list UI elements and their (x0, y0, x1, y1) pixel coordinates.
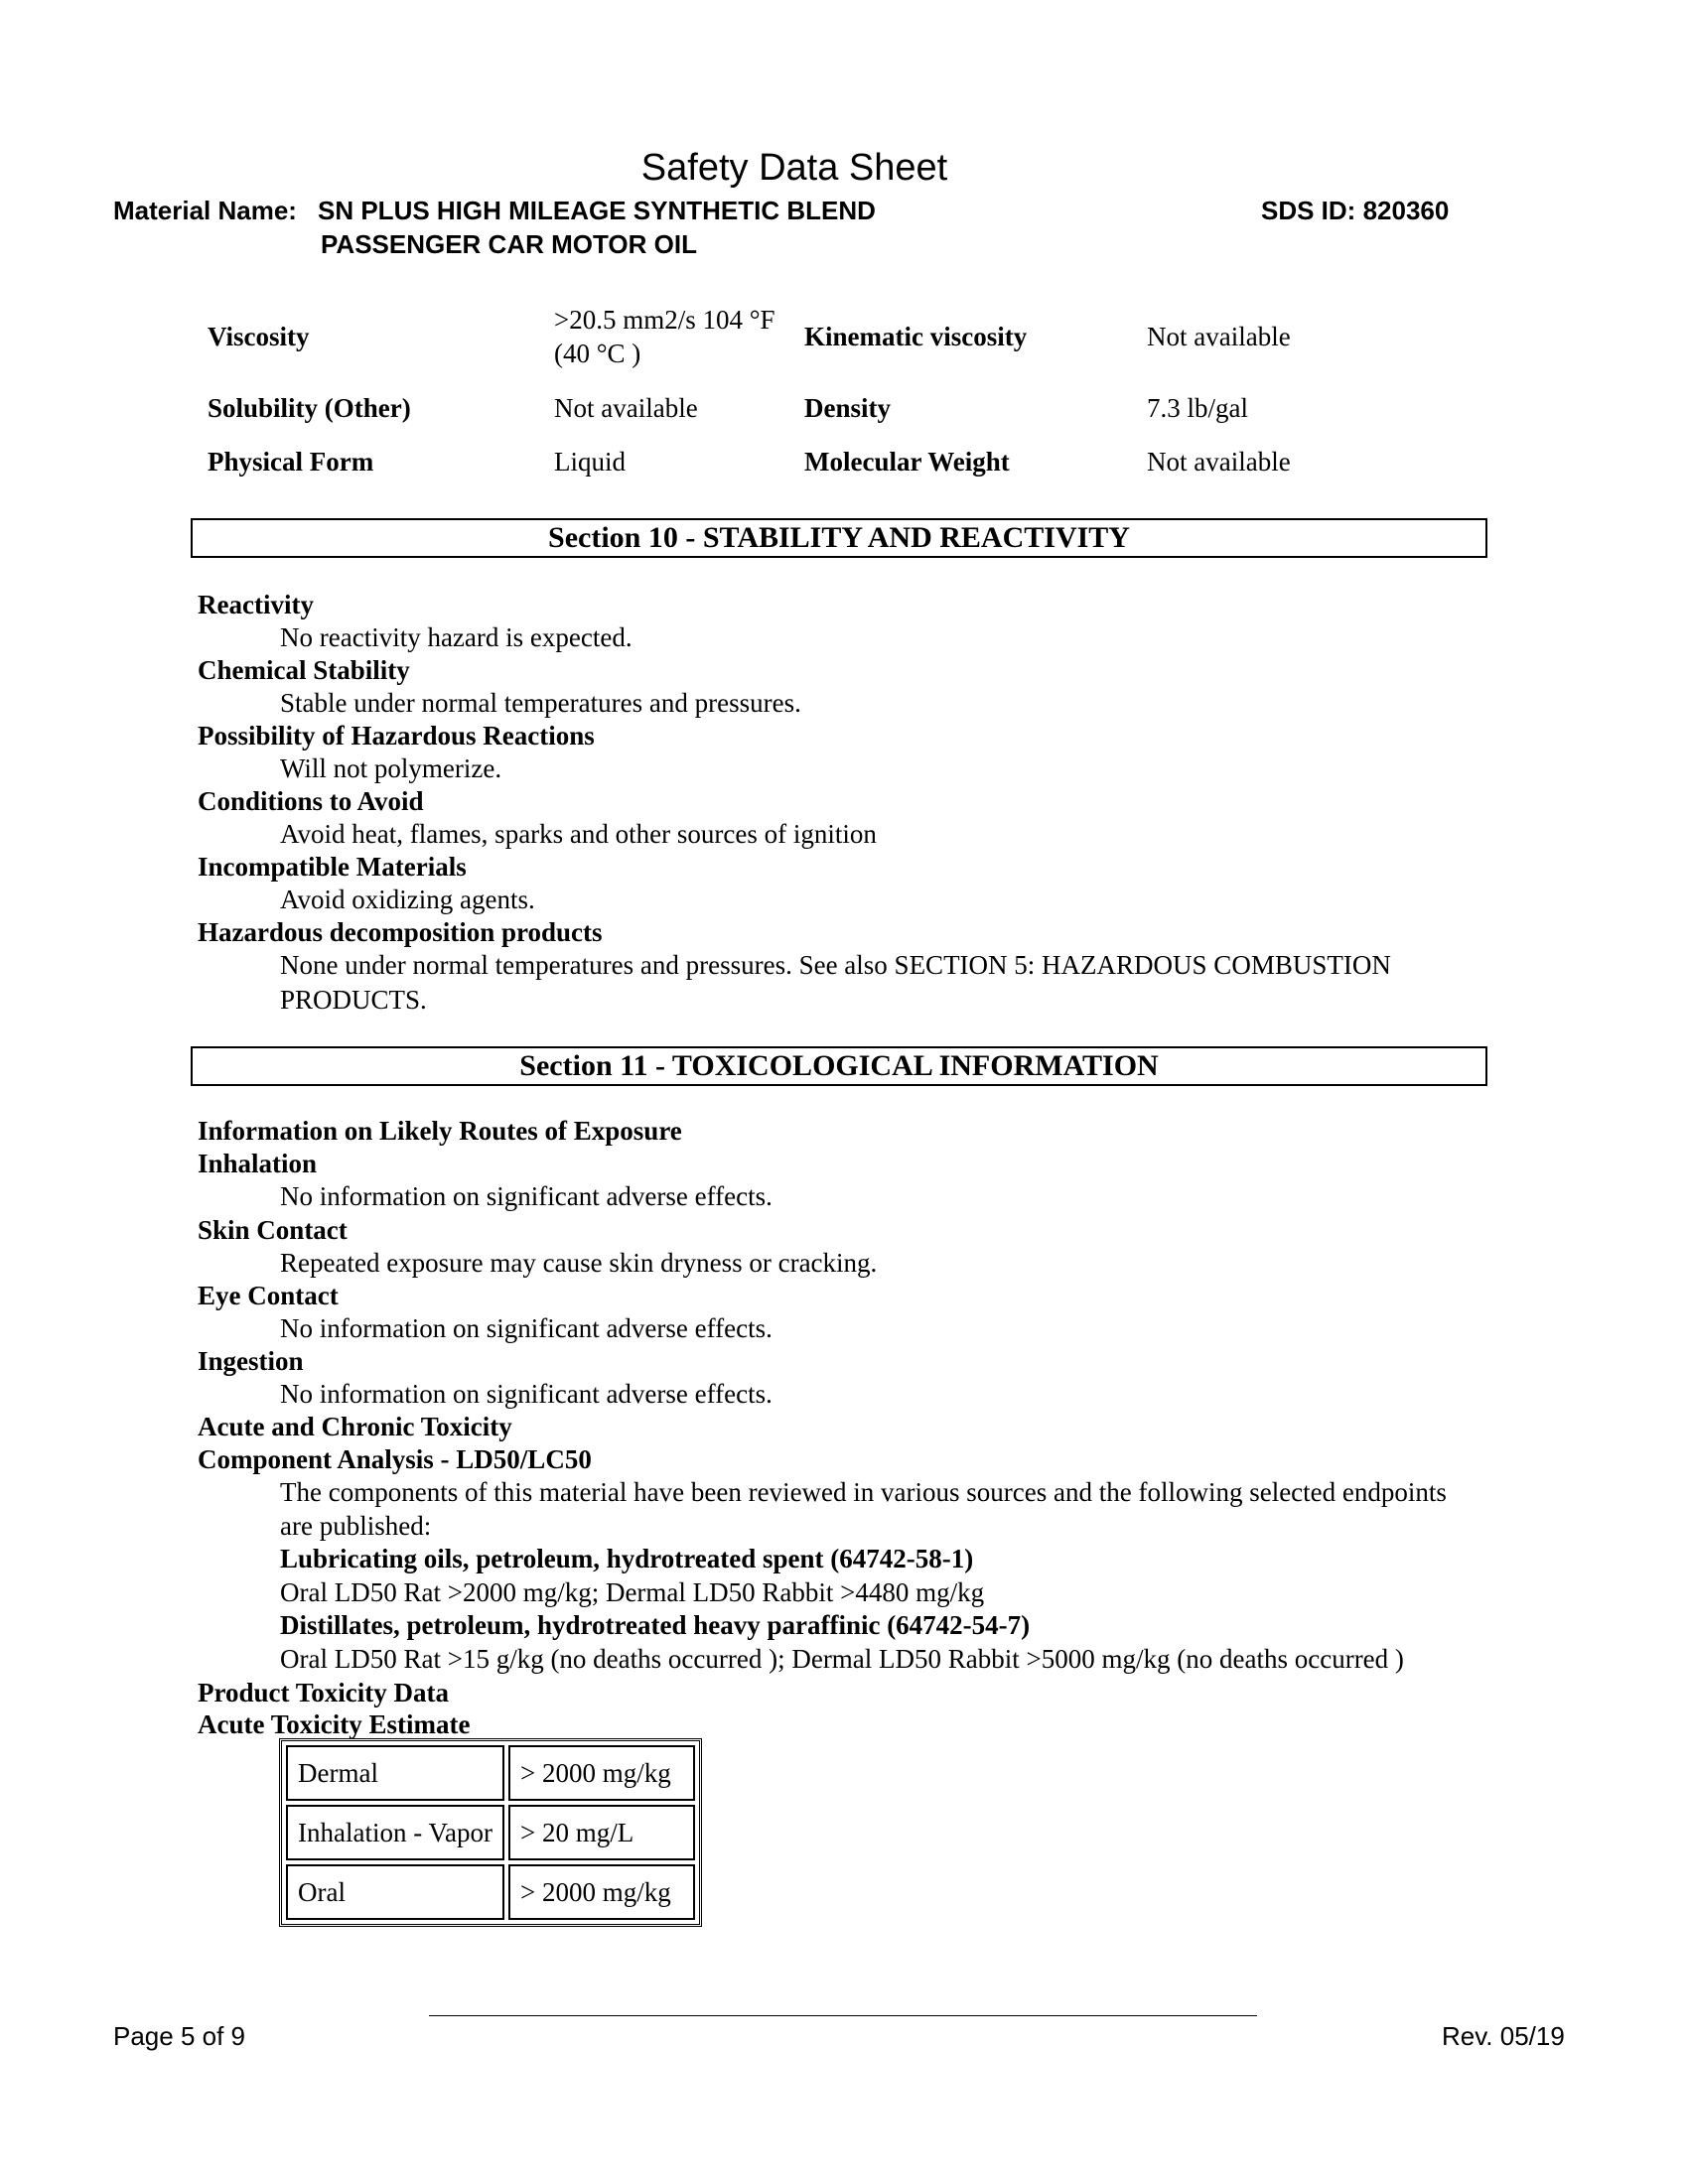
physical-form-value: Liquid (554, 447, 626, 477)
table-row (286, 1805, 695, 1860)
material-name-line2: PASSENGER CAR MOTOR OIL (321, 229, 697, 259)
molecular-weight-label: Molecular Weight (804, 447, 1010, 477)
kinematic-viscosity-label: Kinematic viscosity (804, 322, 1028, 351)
chemical-stability-heading: Chemical Stability (198, 655, 410, 685)
sds-id: SDS ID: 820360 (1261, 196, 1450, 225)
table-row (286, 1745, 695, 1801)
component-2-data: Oral LD50 Rat >15 g/kg (no deaths occurred ); Dermal LD50 Rabbit >5000 mg/kg (no deaths occurred ) (280, 1644, 1404, 1674)
table-row (286, 1864, 695, 1920)
section-10-title: Section 10 - STABILITY AND REACTIVITY (191, 518, 1487, 558)
hazardous-reactions-text: Will not polymerize. (280, 753, 502, 783)
solubility-value: Not available (554, 393, 698, 423)
incompatible-materials-heading: Incompatible Materials (198, 852, 467, 882)
route-cell: Inhalation - Vapor (286, 1805, 504, 1860)
component-intro-line1: The components of this material have been reviewed in various sources and the following selected endpoints (280, 1477, 1447, 1507)
route-cell: Oral (286, 1864, 504, 1920)
reactivity-text: No reactivity hazard is expected. (280, 622, 633, 652)
revision-date: Rev. 05/19 (1442, 2021, 1565, 2051)
acute-toxicity-table (279, 1738, 702, 1927)
viscosity-value-line2: (40 °C ) (554, 339, 641, 368)
viscosity-label: Viscosity (208, 322, 310, 351)
skin-contact-heading: Skin Contact (198, 1215, 348, 1245)
hazardous-reactions-heading: Possibility of Hazardous Reactions (198, 721, 595, 751)
component-analysis-heading: Component Analysis - LD50/LC50 (198, 1444, 592, 1474)
chemical-stability-text: Stable under normal temperatures and pressures. (280, 688, 801, 718)
product-toxicity-heading: Product Toxicity Data (198, 1678, 450, 1707)
ingestion-heading: Ingestion (198, 1346, 304, 1376)
ingestion-text: No information on significant adverse effects. (280, 1379, 773, 1409)
viscosity-value-line1: >20.5 mm2/s 104 °F (554, 305, 775, 335)
acute-chronic-toxicity-heading: Acute and Chronic Toxicity (198, 1412, 512, 1441)
conditions-to-avoid-text: Avoid heat, flames, sparks and other sources of ignition (280, 819, 877, 849)
skin-contact-text: Repeated exposure may cause skin dryness or cracking. (280, 1248, 878, 1278)
material-name-line1: SN PLUS HIGH MILEAGE SYNTHETIC BLEND (318, 196, 876, 225)
density-label: Density (804, 393, 891, 423)
physical-form-label: Physical Form (208, 447, 374, 477)
eye-contact-heading: Eye Contact (198, 1281, 339, 1310)
footer-divider (429, 2015, 1257, 2016)
value-cell: > 20 mg/L (508, 1805, 695, 1860)
component-1-data: Oral LD50 Rat >2000 mg/kg; Dermal LD50 Rabbit >4480 mg/kg (280, 1577, 985, 1607)
inhalation-heading: Inhalation (198, 1149, 318, 1178)
page-number: Page 5 of 9 (113, 2021, 245, 2051)
component-1-name: Lubricating oils, petroleum, hydrotreated spent (64742-58-1) (280, 1544, 974, 1573)
density-value: 7.3 lb/gal (1147, 393, 1248, 423)
routes-of-exposure-heading: Information on Likely Routes of Exposure (198, 1116, 682, 1146)
incompatible-materials-text: Avoid oxidizing agents. (280, 885, 535, 914)
value-cell: > 2000 mg/kg (508, 1864, 695, 1920)
component-intro-line2: are published: (280, 1511, 432, 1541)
route-cell: Dermal (286, 1745, 504, 1801)
molecular-weight-value: Not available (1147, 447, 1291, 477)
document-title: Safety Data Sheet (640, 147, 948, 189)
section-11-title: Section 11 - TOXICOLOGICAL INFORMATION (191, 1046, 1487, 1086)
reactivity-heading: Reactivity (198, 590, 314, 619)
kinematic-viscosity-value: Not available (1147, 322, 1291, 351)
decomposition-products-text-line2: PRODUCTS. (280, 985, 427, 1015)
component-2-name: Distillates, petroleum, hydrotreated heavy paraffinic (64742-54-7) (280, 1610, 1031, 1640)
material-name-label: Material Name: (113, 196, 297, 225)
conditions-to-avoid-heading: Conditions to Avoid (198, 786, 424, 816)
decomposition-products-heading: Hazardous decomposition products (198, 917, 603, 947)
solubility-label: Solubility (Other) (208, 393, 411, 423)
decomposition-products-text-line1: None under normal temperatures and pressures. See also SECTION 5: HAZARDOUS COMBUSTION (280, 950, 1391, 980)
acute-toxicity-estimate-heading: Acute Toxicity Estimate (198, 1709, 471, 1739)
value-cell: > 2000 mg/kg (508, 1745, 695, 1801)
eye-contact-text: No information on significant adverse effects. (280, 1313, 773, 1343)
inhalation-text: No information on significant adverse effects. (280, 1181, 773, 1211)
